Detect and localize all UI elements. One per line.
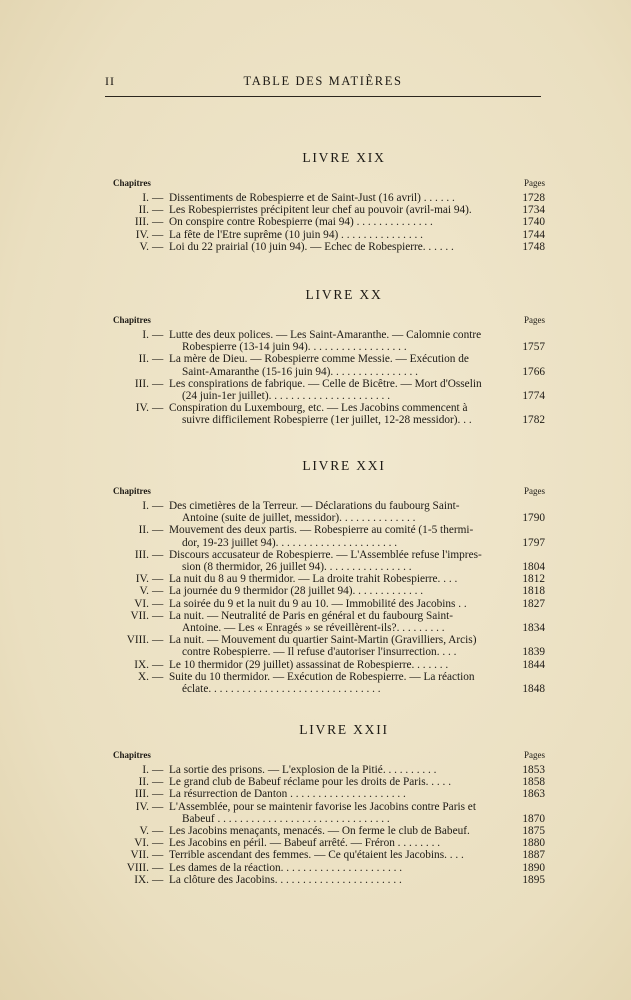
chapter-number: V. [139, 825, 149, 838]
chapter-title [169, 610, 507, 634]
dash-separator: — [152, 524, 164, 537]
chapter-title-line: Mouvement des deux partis. — Robespierre au comité (1-5 thermi- [169, 524, 474, 537]
dash-separator: — [152, 670, 164, 683]
chapter-title-line: Lutte des deux polices. — Les Saint-Amaranthe. — Calomnie contre [169, 329, 482, 341]
chapter-number: II. [138, 204, 149, 217]
page-reference: 1797 [522, 536, 545, 549]
dash-separator: — [152, 548, 164, 561]
chapter-title-line: La nuit. — Neutralité de Paris en général et du faubourg Saint- [169, 609, 454, 622]
chapter-list [113, 192, 545, 253]
chapter-number: IX. [134, 658, 149, 671]
chapter-title-line: dor, 19-23 juillet 94). . . . . . . . . . . . . . . . . . . . . . [182, 536, 398, 549]
chapter-title [169, 764, 507, 776]
header-rule [105, 96, 541, 97]
chapter-list [113, 764, 545, 886]
dash-separator: — [152, 329, 164, 341]
chapter-number: IV. [135, 573, 149, 586]
chapter-entry [113, 862, 545, 874]
dash-separator: — [152, 825, 164, 838]
chapter-title [169, 204, 507, 216]
chapitres-label: Chapitres [113, 486, 151, 496]
livre-section [113, 722, 545, 886]
chapter-title [169, 801, 507, 825]
chapter-entry [113, 524, 545, 548]
chapter-entry [113, 776, 545, 788]
chapter-entry [113, 598, 545, 610]
page-reference: 1740 [522, 216, 545, 229]
chapter-title [169, 788, 507, 800]
chapter-title-line: La journée du 9 thermidor (28 juillet 94). . . . . . . . . . . . . [169, 585, 424, 598]
page-reference: 1875 [522, 825, 545, 838]
chapter-entry [113, 378, 545, 402]
chapter-title-line: Dissentiments de Robespierre et de Saint-Just (16 avril) . . . . . . [169, 192, 455, 204]
chapter-title-line: Babeuf . . . . . . . . . . . . . . . . . . . . . . . . . . . . . . . [182, 812, 390, 825]
chapter-title [169, 353, 507, 377]
chapter-number: II. [138, 776, 149, 789]
chapter-number: I. [142, 329, 149, 341]
page-reference: 1812 [522, 573, 545, 586]
chapitres-label: Chapitres [113, 750, 151, 760]
chapter-title-line: On conspire contre Robespierre (mai 94) . . . . . . . . . . . . . . [169, 216, 433, 229]
chapter-title-line: La fête de l'Etre suprême (10 juin 94) . . . . . . . . . . . . . . . [169, 228, 423, 241]
chapter-entry [113, 353, 545, 377]
chapter-number: VII. [130, 609, 149, 622]
page-reference: 1839 [522, 646, 545, 659]
livre-title: LIVRE XIX [302, 150, 386, 165]
chapter-title-line: Les conspirations de fabrique. — Celle de Bicêtre. — Mort d'Osselin [169, 377, 482, 390]
chapter-title-line: Le 10 thermidor (29 juillet) assassinat de Robespierre. . . . . . . [169, 658, 449, 671]
page-reference: 1887 [522, 849, 545, 862]
chapter-title [169, 402, 507, 426]
dash-separator: — [152, 873, 164, 886]
chapter-entry [113, 764, 545, 776]
chapter-title-line: Les Jacobins menaçants, menacés. — On ferme le club de Babeuf. [169, 825, 470, 838]
dash-separator: — [152, 849, 164, 862]
page-reference: 1804 [522, 561, 545, 574]
chapter-title [169, 837, 507, 849]
chapter-title-line: Terrible ascendant des femmes. — Ce qu'étaient les Jacobins. . . . [169, 849, 464, 862]
chapter-title-line: Antoine. — Les « Enragés » se réveillèrent-ils?. . . . . . . . . [182, 622, 445, 635]
chapter-title [169, 874, 507, 886]
chapter-title-line: Robespierre (13-14 juin 94). . . . . . . . . . . . . . . . . . [182, 341, 407, 354]
chapter-title [169, 329, 507, 353]
chapter-title-line: Des cimetières de la Terreur. — Déclarations du faubourg Saint- [169, 500, 460, 512]
dash-separator: — [152, 609, 164, 622]
page-reference: 1895 [522, 873, 545, 886]
chapter-title [169, 659, 507, 671]
chapter-title-line: Discours accusateur de Robespierre. — L'Assemblée refuse l'impres- [169, 548, 482, 561]
chapter-entry [113, 229, 545, 241]
chapter-number: III. [134, 377, 149, 390]
dash-separator: — [152, 776, 164, 789]
page-reference: 1734 [522, 204, 545, 217]
chapter-entry [113, 585, 545, 597]
chapter-title-line: suivre difficilement Robespierre (1er juillet, 12-28 messidor). . . [182, 414, 472, 427]
dash-separator: — [152, 585, 164, 598]
chapter-title [169, 229, 507, 241]
chapter-title [169, 549, 507, 573]
chapter-number: V. [139, 585, 149, 598]
livre-title: LIVRE XXI [302, 458, 386, 473]
chapter-title-line: L'Assemblée, pour se maintenir favorise les Jacobins contre Paris et [169, 800, 476, 813]
chapter-title-line: Antoine (suite de juillet, messidor). . . . . . . . . . . . . . [182, 512, 416, 525]
page-header [105, 74, 541, 94]
chapter-number: VI. [134, 597, 149, 610]
pages-label: Pages [524, 315, 545, 325]
chapter-title-line: La clôture des Jacobins. . . . . . . . . . . . . . . . . . . . . . . [169, 873, 402, 886]
page-reference: 1757 [522, 341, 545, 354]
page-reference: 1818 [522, 585, 545, 598]
page-reference: 1834 [522, 622, 545, 635]
livre-section [113, 150, 545, 253]
column-headers [113, 486, 545, 499]
page-reference: 1844 [522, 658, 545, 671]
chapitres-label: Chapitres [113, 178, 151, 188]
chapter-title-line: Saint-Amaranthe (15-16 juin 94). . . . . . . . . . . . . . . . [182, 365, 418, 378]
livre-section [113, 458, 545, 695]
chapter-title [169, 849, 507, 861]
chapter-title-line: Les Robespierristes précipitent leur chef au pouvoir (avril-mai 94). [169, 204, 472, 217]
column-headers [113, 178, 545, 191]
dash-separator: — [152, 800, 164, 813]
dash-separator: — [152, 402, 164, 415]
chapter-number: IV. [135, 228, 149, 241]
page-reference: 1728 [522, 192, 545, 204]
pages-label: Pages [524, 750, 545, 760]
chapter-entry [113, 849, 545, 861]
page-number: II [105, 74, 115, 88]
chapter-title-line: Les Jacobins en péril. — Babeuf arrêté. — Fréron . . . . . . . . [169, 837, 441, 850]
page-reference: 1766 [522, 365, 545, 378]
livre-title: LIVRE XXII [299, 722, 389, 737]
dash-separator: — [152, 764, 164, 776]
pages-label: Pages [524, 486, 545, 496]
chapter-title-line: La nuit. — Mouvement du quartier Saint-Martin (Gravilliers, Arcis) [169, 634, 477, 647]
chapter-entry [113, 659, 545, 671]
dash-separator: — [152, 377, 164, 390]
chapter-number: I. [142, 192, 149, 204]
dash-separator: — [152, 192, 164, 204]
page-reference: 1827 [522, 597, 545, 610]
chapter-title-line: contre Robespierre. — Il refuse d'autoriser l'insurrection. . . . [182, 646, 457, 659]
chapter-entry [113, 825, 545, 837]
dash-separator: — [152, 573, 164, 586]
chapter-title [169, 192, 507, 204]
page-reference: 1858 [522, 776, 545, 789]
chapter-title [169, 634, 507, 658]
chapter-title-line: Conspiration du Luxembourg, etc. — Les Jacobins commencent à [169, 402, 468, 415]
pages-label: Pages [524, 178, 545, 188]
dash-separator: — [152, 500, 164, 512]
chapter-entry [113, 204, 545, 216]
chapter-title [169, 500, 507, 524]
chapter-number: III. [134, 548, 149, 561]
dash-separator: — [152, 216, 164, 229]
page-reference: 1790 [522, 512, 545, 525]
dash-separator: — [152, 597, 164, 610]
chapter-entry [113, 216, 545, 228]
chapter-title-line: éclate. . . . . . . . . . . . . . . . . . . . . . . . . . . . . . . [182, 683, 381, 696]
chapter-number: VI. [134, 837, 149, 850]
chapter-entry [113, 671, 545, 695]
livre-title: LIVRE XX [305, 287, 383, 302]
dash-separator: — [152, 788, 164, 801]
chapter-number: IX. [134, 873, 149, 886]
chapter-number: VIII. [126, 634, 149, 647]
chapter-number: V. [139, 240, 149, 253]
page-reference: 1774 [522, 390, 545, 403]
chapter-title-line: (24 juin-1er juillet). . . . . . . . . . . . . . . . . . . . . . [182, 390, 391, 403]
chapter-title [169, 573, 507, 585]
chapter-title [169, 671, 507, 695]
dash-separator: — [152, 228, 164, 241]
chapter-title-line: Les dames de la réaction. . . . . . . . . . . . . . . . . . . . . . [169, 861, 403, 874]
chapter-number: III. [134, 216, 149, 229]
chapitres-label: Chapitres [113, 315, 151, 325]
chapter-title-line: Suite du 10 thermidor. — Exécution de Robespierre. — La réaction [169, 670, 475, 683]
chapter-title-line: La nuit du 8 au 9 thermidor. — La droite trahit Robespierre. . . . [169, 573, 458, 586]
chapter-title [169, 585, 507, 597]
chapter-number: X. [138, 670, 149, 683]
dash-separator: — [152, 658, 164, 671]
page-reference: 1870 [522, 812, 545, 825]
chapter-title-line: Loi du 22 prairial (10 juin 94). — Echec de Robespierre. . . . . . [169, 240, 454, 253]
dash-separator: — [152, 837, 164, 850]
chapter-entry [113, 241, 545, 253]
chapter-title-line: La soirée du 9 et la nuit du 9 au 10. — Immobilité des Jacobins . . [169, 597, 467, 610]
chapter-title [169, 241, 507, 253]
chapter-entry [113, 500, 545, 524]
page-reference: 1848 [522, 683, 545, 696]
chapter-title [169, 524, 507, 548]
chapter-list [113, 329, 545, 427]
dash-separator: — [152, 240, 164, 253]
running-title: TABLE DES MATIÈRES [243, 74, 403, 88]
page-reference: 1748 [522, 240, 545, 253]
chapter-entry [113, 837, 545, 849]
chapter-number: IV. [135, 800, 149, 813]
livre-section [113, 287, 545, 427]
page-reference: 1863 [522, 788, 545, 801]
chapter-entry [113, 549, 545, 573]
chapter-number: IV. [135, 402, 149, 415]
page-reference: 1744 [522, 228, 545, 241]
page-reference: 1853 [522, 764, 545, 776]
chapter-number: III. [134, 788, 149, 801]
chapter-number: II. [138, 353, 149, 366]
chapter-entry [113, 610, 545, 634]
chapter-entry [113, 788, 545, 800]
chapter-entry [113, 874, 545, 886]
dash-separator: — [152, 861, 164, 874]
chapter-number: VIII. [126, 861, 149, 874]
chapter-entry [113, 573, 545, 585]
chapter-title [169, 862, 507, 874]
chapter-entry [113, 192, 545, 204]
dash-separator: — [152, 353, 164, 366]
column-headers [113, 315, 545, 328]
chapter-number: I. [142, 764, 149, 776]
chapter-title [169, 598, 507, 610]
dash-separator: — [152, 634, 164, 647]
page-reference: 1782 [522, 414, 545, 427]
chapter-title [169, 378, 507, 402]
chapter-number: VII. [130, 849, 149, 862]
chapter-entry [113, 634, 545, 658]
page-reference: 1880 [522, 837, 545, 850]
chapter-title-line: sion (8 thermidor, 26 juillet 94). . . . . . . . . . . . . . . . [182, 561, 412, 574]
chapter-title [169, 216, 507, 228]
chapter-title-line: La mère de Dieu. — Robespierre comme Messie. — Exécution de [169, 353, 469, 366]
chapter-title-line: La résurrection de Danton . . . . . . . . . . . . . . . . . . . . . [169, 788, 406, 801]
chapter-number: II. [138, 524, 149, 537]
chapter-title-line: Le grand club de Babeuf réclame pour les droits de Paris. . . . . [169, 776, 452, 789]
chapter-title [169, 825, 507, 837]
column-headers [113, 750, 545, 763]
dash-separator: — [152, 204, 164, 217]
chapter-number: I. [142, 500, 149, 512]
chapter-entry [113, 801, 545, 825]
chapter-list [113, 500, 545, 695]
chapter-title-line: La sortie des prisons. — L'explosion de la Pitié. . . . . . . . . . [169, 764, 437, 776]
page-reference: 1890 [522, 861, 545, 874]
chapter-entry [113, 402, 545, 426]
chapter-title [169, 776, 507, 788]
chapter-entry [113, 329, 545, 353]
